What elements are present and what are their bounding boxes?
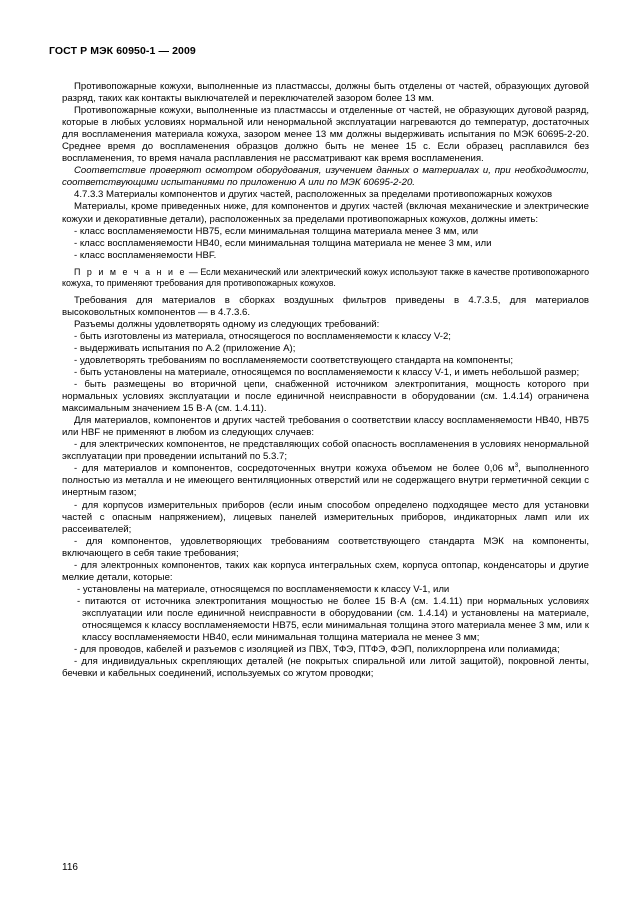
list-item-text: - для материалов и компонентов, сосредоточенных внутри кожуха объемом не более 0,06 м [74, 463, 515, 475]
note [62, 267, 589, 289]
document-body [62, 81, 589, 680]
list-item: - класс воспламеняемости HBF. [74, 249, 217, 261]
paragraph: Противопожарные кожухи, выполненные из пластмассы и отделенные от частей, не образующих дуговой разряд, которые в любых условиях нормальной или ненормальной эксплуатации нагреваются до температур, достаточных для воспламенения материала кожуха, зазором менее 13 мм должны выдерживать испытания по МЭК 60695-2-20. Среднее время до воспламенения образцов должно быть не менее 15 с. Если образец расплавился без воспламенения, то время начала расплавления не рассматривают как время воспламенения. [62, 105, 589, 165]
sub-list-item: - установлены на материале, относящемся по воспламеняемости к классу V-1, или [77, 583, 450, 595]
list-item [62, 463, 589, 499]
list-item: - для электронных компонентов, таких как корпуса интегральных схем, корпуса оптопар, конденсаторы и другие мелкие детали, которые: [62, 559, 589, 583]
list-item: - класс воспламеняемости HB75, если минимальная толщина материала менее 3 мм, или [74, 225, 479, 237]
list-item-text-cont: , выполненного полностью из металла и не имеющего вентиляционных отверстий или не содержащего внутри герметичной секции с инертным газом; [62, 463, 589, 499]
paragraph: Разъемы должны удовлетворять одному из следующих требований: [74, 318, 380, 330]
note-text: — Если механический или электрический кожух используют также в качестве противопожарного кожуха, то применяют требования для противопожарных кожухов. [62, 266, 590, 288]
paragraph: Для материалов, компонентов и других частей требования о соответствии классу воспламеняемости HB40, HB75 или HBF не применяют в любом из следующих случаев: [62, 415, 589, 439]
list-item: - для индивидуальных скрепляющих деталей (не покрытых спиральной или литой защитой), покровной ленты, бечевки и кабельных соединений, используемых со жгутом проводки; [62, 656, 589, 680]
list-item: - быть изготовлены из материала, относящегося по воспламеняемости к классу V-2; [74, 330, 451, 342]
list-item: - удовлетворять требованиям по воспламеняемости соответствующего стандарта на компоненты; [74, 354, 514, 366]
list-item: - быть установлены на материале, относящемся по воспламеняемости к классу V-1, и иметь небольшой размер; [74, 366, 580, 378]
page-header: ГОСТ Р МЭК 60950-1 — 2009 [49, 45, 196, 57]
list-item: - для компонентов, удовлетворяющих требованиям соответствующего стандарта МЭК на компоненты, включающего в себя такие требования; [62, 535, 589, 559]
list-item: - класс воспламеняемости HB40, если минимальная толщина материала не менее 3 мм, или [74, 237, 492, 249]
list-item: - для корпусов измерительных приборов (если иным способом определено подходящее место для установки частей с опасным напряжением), лицевых панелей измерительных приборов, индикаторных ламп или их рассеивателей; [62, 499, 589, 535]
list-item: - для электрических компонентов, не представляющих собой опасность воспламенения в условиях ненормальной эксплуатации при проведении испытаний по 5.3.7; [62, 439, 589, 463]
list-item: - быть размещены во вторичной цепи, снабженной источником электропитания, мощность которого при нормальных условиях эксплуатации и после единичной неисправности в оборудовании (см. 1.4.14) ограничена максимальным значением 15 В·А (см. 1.4.11). [62, 379, 589, 415]
compliance-paragraph: Соответствие проверяют осмотром оборудования, изучением данных о материалах и, при необходимости, соответствующими испытаниями по приложению А или по МЭК 60695-2-20. [62, 165, 589, 189]
list-item: - для проводов, кабелей и разъемов с изоляцией из ПВХ, ТФЭ, ПТФЭ, ФЭП, полихлорпрена или полиамида; [74, 644, 560, 656]
section-heading: 4.7.3.3 Материалы компонентов и других частей, расположенных за пределами противопожарных кожухов [74, 189, 553, 201]
sub-list-item: - питаются от источника электропитания мощностью не более 15 В·А (см. 1.4.11) при нормальных условиях эксплуатации или после единичной неисправности в оборудовании (см. 1.4.14) и установлены на материале, относящемся к классу воспламеняемости HB75, если минимальная толщина этого материала менее 3 мм, или к классу воспламеняемости HB40, если минимальная толщина материала не менее 3 мм; [77, 595, 589, 644]
paragraph: Требования для материалов в сборках воздушных фильтров приведены в 4.7.3.5, для материалов высоковольтных компонентов — в 4.7.3.6. [62, 294, 589, 318]
superscript: 3 [514, 462, 519, 470]
paragraph: Материалы, кроме приведенных ниже, для компонентов и других частей (включая механические и электрические кожухи и декоративные детали), расположенных за пределами противопожарных кожухов, должны иметь: [62, 201, 589, 225]
note-label: П р и м е ч а н и е [74, 266, 187, 277]
list-item: - выдерживать испытания по А.2 (приложение А); [74, 342, 296, 354]
page-number: 116 [62, 862, 78, 873]
paragraph: Противопожарные кожухи, выполненные из пластмассы, должны быть отделены от частей, образующих дуговой разряд, таких как контакты выключателей и переключателей зазором более 13 мм. [62, 81, 589, 105]
